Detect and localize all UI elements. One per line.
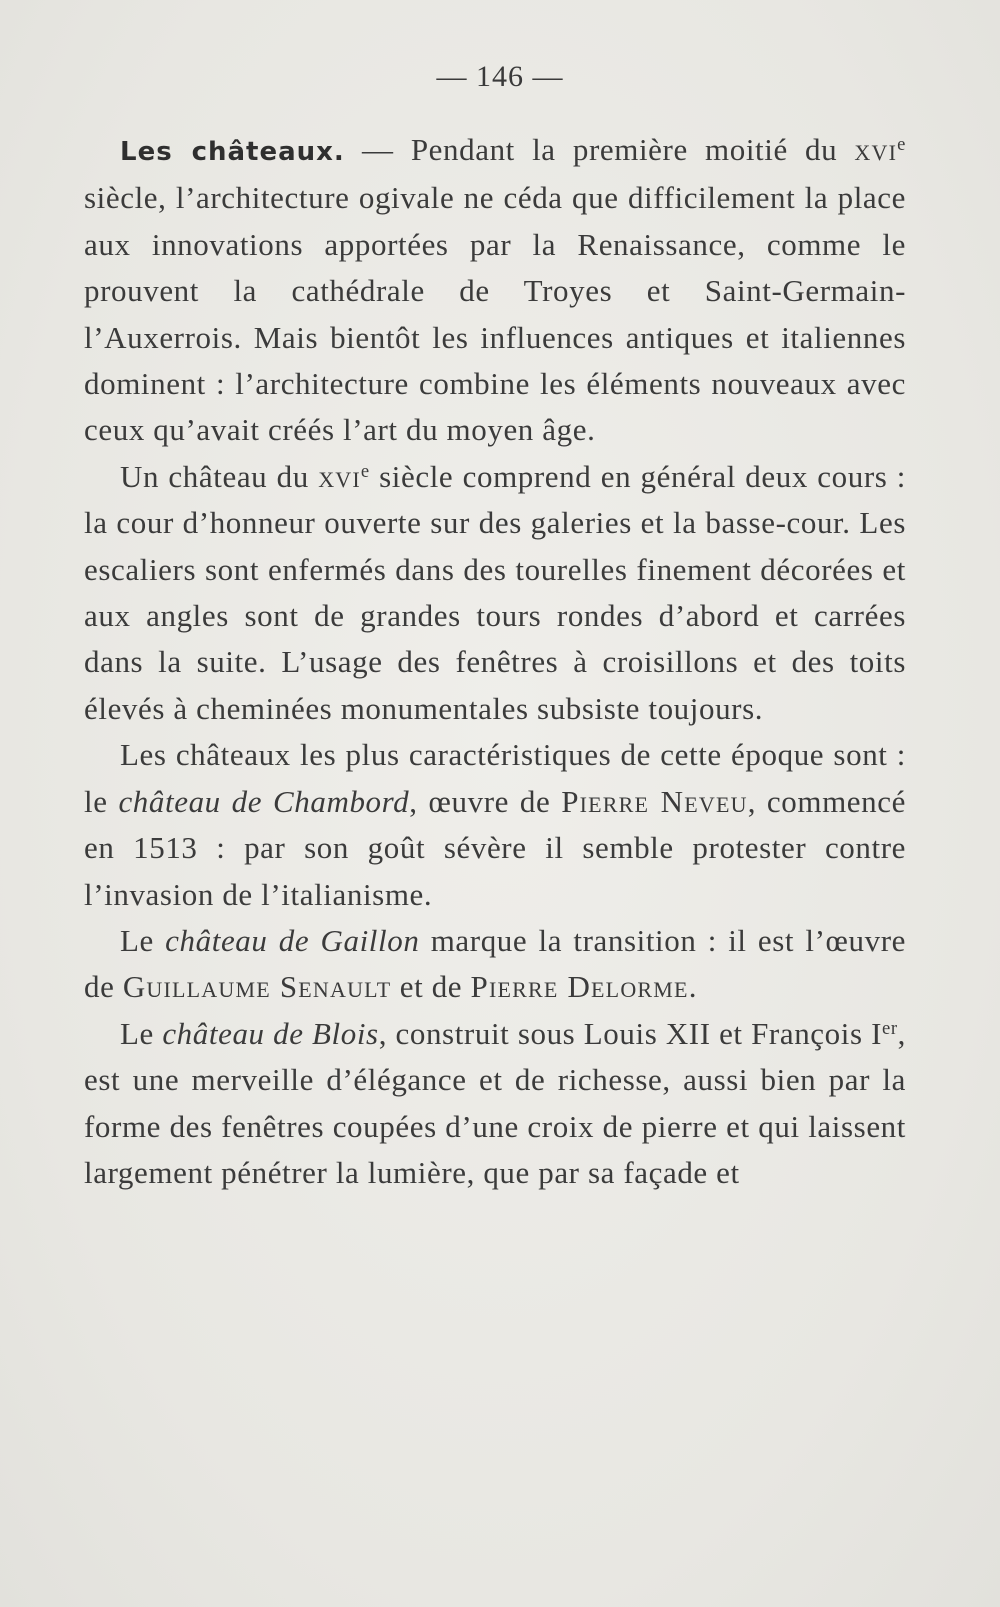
p1-century: xvi bbox=[854, 132, 898, 167]
p1-century-sup: e bbox=[897, 133, 906, 155]
p4-architect-1: Guillaume Senault bbox=[122, 969, 392, 1005]
p4-text-d: . bbox=[688, 969, 698, 1005]
p2-century-sup: e bbox=[360, 460, 370, 482]
p2-century: xvi bbox=[318, 458, 361, 494]
p1-text-b: siècle, l’architecture ogivale ne céda que difficilement la place aux innovations apportées par la Renaissance, comme le prouvent la cathédrale de Troyes et Saint-Germain-l’Auxerrois. Mais bientôt les influences antiques et italiennes dominent : l’architecture combine les éléments nouveaux avec ceux qu’avait créés l’art du moyen âge. bbox=[84, 180, 906, 448]
p4-chateau-name: château de Gaillon bbox=[165, 922, 420, 958]
p2-text-a: Un château du bbox=[120, 458, 319, 494]
p3-text-b: , œuvre de bbox=[409, 783, 562, 819]
p3-text-c: , commencé en 1513 : par son goût sévère il semble protester contre l’invasion de l’italianisme. bbox=[84, 783, 906, 912]
p4-text-a: Le bbox=[120, 922, 166, 958]
p5-text-a: Le bbox=[120, 1015, 163, 1051]
p5-text-b: , construit sous Louis XII et François I bbox=[378, 1015, 882, 1051]
section-dash: — bbox=[344, 132, 411, 167]
section-title: Les châteaux. bbox=[120, 137, 345, 167]
p2-text-b: siècle comprend en général deux cours : la cour d’honneur ouverte sur des galeries et la basse-cour. Les escaliers sont enfermés dans des tourelles finement décorées et aux angles sont de grandes tours rondes d’abord et carrées dans la suite. L’usage des fenêtres à croisillons et des toits élevés à cheminées monumentales subsiste toujours. bbox=[84, 458, 907, 726]
p3-chateau-name: château de Chambord bbox=[118, 783, 410, 819]
p5-chateau-name: château de Blois bbox=[162, 1015, 379, 1051]
p5-text-c: , est une merveille d’élégance et de richesse, aussi bien par la forme des fenêtres coupées d’une croix de pierre et qui laissent largement pénétrer la lumière, que par sa façade et bbox=[84, 1015, 907, 1190]
p3-text-a: Les châteaux les plus caractéristiques de cette époque sont : le bbox=[84, 737, 906, 819]
p3-architect: Pierre Neveu bbox=[561, 783, 748, 819]
p4-text-c: et de bbox=[391, 969, 471, 1005]
body-text bbox=[84, 127, 906, 1196]
paragraph-4 bbox=[84, 918, 906, 1011]
p1-text-a: Pendant la première moitié du bbox=[410, 132, 855, 167]
paragraph-5 bbox=[84, 1011, 906, 1197]
p5-sup: er bbox=[882, 1017, 898, 1039]
paragraph-2 bbox=[84, 454, 906, 732]
p4-architect-2: Pierre Delorme bbox=[470, 969, 689, 1005]
paragraph-3 bbox=[84, 732, 906, 918]
p4-text-b: marque la transition : il est l’œuvre de bbox=[84, 922, 907, 1005]
page-number: — 146 — bbox=[436, 60, 564, 93]
paragraph-1 bbox=[84, 127, 906, 454]
